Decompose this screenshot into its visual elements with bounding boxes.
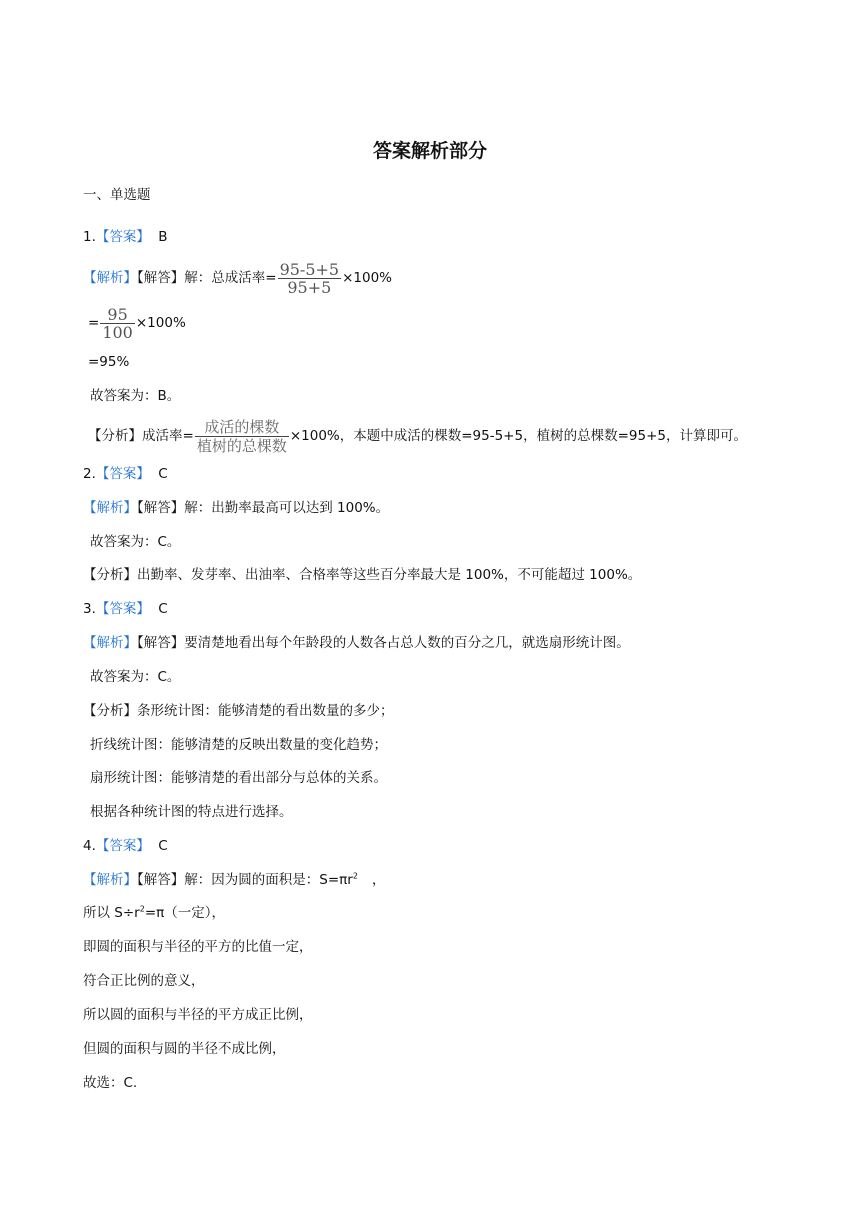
q1-analysis-fraction — [195, 418, 289, 455]
q4-answer: C — [158, 838, 168, 854]
q3-analysis-tag: 【解析】 — [83, 635, 137, 651]
q4-line-7: 故选：C. — [83, 1075, 138, 1091]
q1-fraction-2 — [100, 306, 135, 341]
q4-superscript-2: 2 — [139, 904, 145, 914]
q4-line-6: 但圆的面积与圆的半径不成比例， — [83, 1041, 286, 1057]
q1-analysis — [88, 416, 747, 456]
q4-solution-b: ， — [371, 872, 386, 888]
q3-answer: C — [158, 601, 168, 617]
q1-fraction-1-denominator: 95+5 — [287, 277, 332, 297]
q4-line-5: 所以圆的面积与半径的平方成正比例， — [83, 1007, 313, 1023]
q1-answer: B — [158, 229, 168, 245]
q1-solution-line — [83, 260, 392, 296]
page-title: 答案解析部分 — [372, 140, 487, 162]
q2-number: 2. — [83, 466, 96, 482]
q3-analysis-1: 【分析】条形统计图：能够清楚的看出数量的多少； — [83, 703, 394, 719]
q4-line-2-a: 所以 S÷r — [83, 905, 140, 921]
section-heading: 一、单选题 — [83, 187, 151, 203]
q4-solution-a: 【解答】解：因为圆的面积是：S=πr — [137, 872, 353, 888]
q4-solution-line — [83, 870, 385, 890]
q1-answer-tag: 【答案】 — [95, 229, 150, 245]
q2-analysis-tag: 【解析】 — [83, 500, 137, 516]
q2-solution: 【解答】解：出勤率最高可以达到 100%。 — [137, 500, 390, 516]
q1-analysis-intro: 【分析】成活率= — [88, 428, 194, 444]
q1-fraction-1-numerator: 95-5+5 — [279, 259, 340, 279]
q3-solution-line — [83, 633, 630, 653]
q1-equals: = — [88, 315, 100, 331]
q1-conclusion: 故答案为：B。 — [90, 388, 181, 404]
q2-answer-tag: 【答案】 — [95, 466, 150, 482]
q2-answer-line — [83, 464, 168, 484]
q3-solution: 【解答】要清楚地看出每个年龄段的人数各占总人数的百分之几，就选扇形统计图。 — [137, 635, 630, 651]
q1-answer-line — [83, 227, 167, 247]
q1-times-percent-2: ×100% — [135, 315, 186, 331]
q4-superscript-1: 2 — [352, 871, 358, 881]
q3-analysis-3: 扇形统计图：能够清楚的看出部分与总体的关系。 — [90, 770, 387, 786]
q1-step-2 — [88, 305, 186, 341]
q3-conclusion: 故答案为：C。 — [90, 669, 181, 685]
q3-analysis-2: 折线统计图：能够清楚的反映出数量的变化趋势； — [90, 737, 387, 753]
q4-answer-tag: 【答案】 — [95, 838, 150, 854]
q1-analysis-rest: ×100%，本题中成活的棵数=95-5+5，植树的总棵数=95+5，计算即可。 — [289, 428, 747, 444]
q1-fraction-2-numerator: 95 — [100, 306, 135, 324]
q2-analysis: 【分析】出勤率、发芽率、出油率、合格率等这些百分率最大是 100%，不可能超过 100%。 — [83, 567, 642, 583]
q4-number: 4. — [83, 838, 96, 854]
q4-line-3: 即圆的面积与半径的平方的比值一定， — [83, 939, 313, 955]
q1-analysis-tag: 【解析】 — [83, 270, 137, 286]
q1-fraction-2-denominator: 100 — [102, 322, 133, 342]
q2-conclusion: 故答案为：C。 — [90, 534, 181, 550]
q4-line-4: 符合正比例的意义， — [83, 973, 205, 989]
q4-analysis-tag: 【解析】 — [83, 872, 137, 888]
q3-analysis-4: 根据各种统计图的特点进行选择。 — [90, 804, 293, 820]
q2-answer: C — [158, 466, 168, 482]
q1-analysis-denominator: 植树的总棵数 — [196, 436, 287, 455]
q1-times-percent: ×100% — [342, 270, 393, 286]
q4-line-2 — [83, 903, 225, 923]
q3-answer-tag: 【答案】 — [95, 601, 150, 617]
q2-solution-line — [83, 498, 389, 518]
q1-fraction-1 — [278, 261, 342, 296]
q1-number: 1. — [83, 229, 96, 245]
q3-answer-line — [83, 599, 168, 619]
q1-solution-intro: 【解答】解：总成活率= — [137, 270, 277, 286]
q4-answer-line — [83, 836, 168, 856]
q4-line-2-b: =π（一定）， — [144, 905, 226, 921]
q1-result: =95% — [88, 354, 130, 370]
q1-analysis-numerator: 成活的棵数 — [195, 418, 289, 437]
q3-number: 3. — [83, 601, 96, 617]
